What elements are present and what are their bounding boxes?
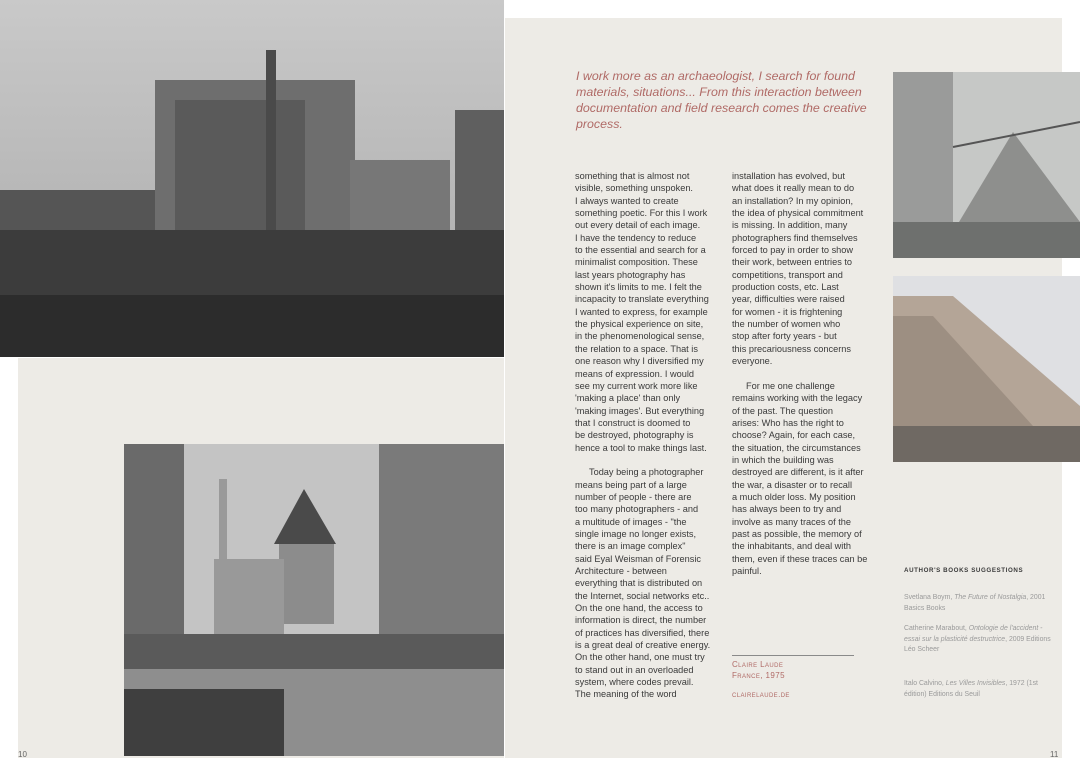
right-paragraph-1: installation has evolved, but what does it really mean to do an installation? In my opinion, the idea of physical commitment is missing. In addition, many photographers find themselves forced to pay in order to show their work, between entries to competitions, transport and production costs, etc. Last year, difficulties were raised for women - it is frightening the number of women who stop after forty years - but this precariousness concerns everyone. xyxy=(732,171,864,367)
left-paragraph-2: Today being a photographer means being part of a large number of people - there are too many photographers - and a multitude of images - "the single image no longer exists, there is an image complex" said Eyal Weisman of Forensic Architecture - between everything that is distributed on the Internet, social networks etc.. On the one hand, the access to information is direct, the number of practices has diversified, there is a great deal of creative energy. On the other hand, one must try to stand out in an overloaded system, where codes prevail. The meaning of the word xyxy=(575,467,711,700)
photo-towers-fence xyxy=(0,0,504,357)
photo-concrete-slope xyxy=(893,72,1080,258)
left-paragraph-1: something that is almost not visible, something unspoken. I always wanted to create something poetic. For this I work out every detail of each image. I have the tendency to reduce to the essential and search for a minimalist composition. These last years photography has shown it's limits to me. I felt the incapacity to translate everything I wanted to express, for example the physical experience on site, in the phenomenological sense, the relation to a space. That is one reason why I diversified my means of expression. I would see my current work more like 'making a place' than only 'making images'. But everything that I construct is doomed to be destroyed, photography is hence a tool to make things last. xyxy=(575,171,709,453)
author-name: Claire Laude xyxy=(732,660,784,669)
author-origin: France, 1975 xyxy=(732,671,785,680)
signature-rule xyxy=(732,655,854,656)
page-number-left: 10 xyxy=(18,750,27,759)
author-website-link[interactable]: clairelaude.de xyxy=(732,690,790,699)
right-paragraph-2: For me one challenge remains working with the legacy of the past. The question arises: Who has the right to choose? Again, for each case, the situation, the circumstances in which the building was destroyed are different, is it after the war, a disaster or to recall a much older loss. My position has always been to try and involve as many traces of the past as possible, the memory of the inhabitants, and deal with them, even if these traces can be painful. xyxy=(732,380,868,576)
page-number-right: 11 xyxy=(1050,750,1059,759)
books-heading: AUTHOR'S BOOKS SUGGESTIONS xyxy=(904,567,1024,574)
photo-sand-mound xyxy=(893,276,1080,462)
book-item: Svetlana Boym, The Future of Nostalgia, 2001 Basics Books xyxy=(904,594,1046,612)
book-item: Catherine Marabout, Ontologie de l'accident - essai sur la plasticité destructrice, 2009 Editions Léo Scheer xyxy=(904,625,1051,654)
body-column-right xyxy=(732,170,882,577)
photo-turret-courtyard xyxy=(124,444,504,756)
body-column-left xyxy=(575,170,725,701)
pull-quote: I work more as an archaeologist, I search for found materials, situations... From this interaction between documentation and field research comes the creative process. xyxy=(576,69,867,131)
book-item: Italo Calvino, Les Villes Invisibles, 1972 (1st édition) Editions du Seuil xyxy=(904,680,1038,698)
